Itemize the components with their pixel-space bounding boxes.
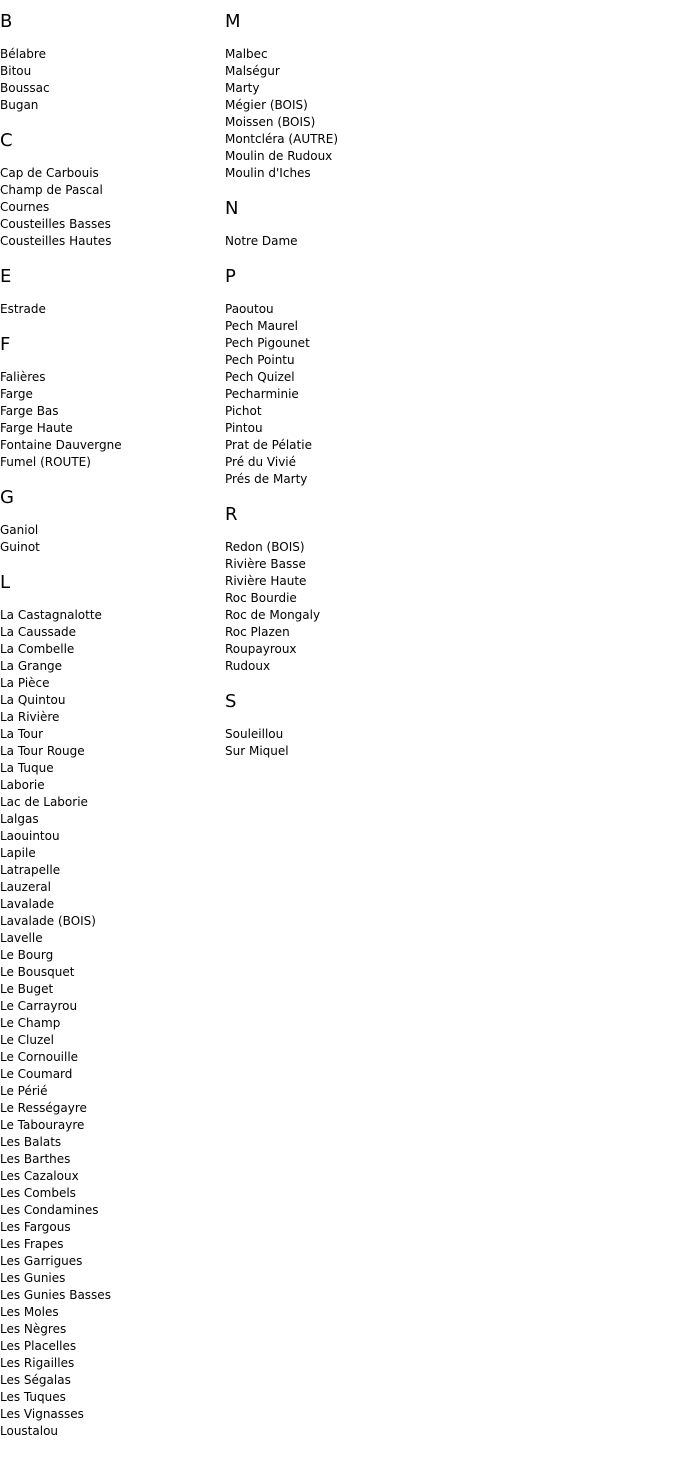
place-item-bugan[interactable]: Bugan	[0, 98, 39, 112]
place-item-roupayroux[interactable]: Roupayroux	[225, 642, 297, 656]
place-item-les-vignasses[interactable]: Les Vignasses	[0, 1407, 84, 1421]
place-item-riviere-haute[interactable]: Rivière Haute	[225, 574, 307, 588]
place-item-megier-bois[interactable]: Mégier (BOIS)	[225, 98, 308, 112]
place-item-souleillou[interactable]: Souleillou	[225, 727, 284, 741]
place-item-le-bousquet[interactable]: Le Bousquet	[0, 965, 75, 979]
letter-heading-p: P	[225, 266, 236, 287]
place-item-les-cazaloux[interactable]: Les Cazaloux	[0, 1169, 79, 1183]
place-item-falieres[interactable]: Falières	[0, 370, 46, 384]
place-item-les-moles[interactable]: Les Moles	[0, 1305, 59, 1319]
place-item-les-condamines[interactable]: Les Condamines	[0, 1203, 99, 1217]
place-item-roc-de-mongaly[interactable]: Roc de Mongaly	[225, 608, 321, 622]
section-e	[0, 266, 225, 318]
place-list-m	[225, 46, 450, 182]
place-list-n	[225, 233, 450, 250]
place-item-le-carrayrou[interactable]: Le Carrayrou	[0, 999, 78, 1013]
letter-heading-f: F	[0, 334, 11, 355]
place-item-montclera-autre[interactable]: Montcléra (AUTRE)	[225, 132, 339, 146]
place-item-pecharminie[interactable]: Pecharminie	[225, 387, 299, 401]
place-list-l	[0, 607, 225, 1440]
letter-heading-r: R	[225, 504, 238, 525]
place-item-cousteilles-hautes[interactable]: Cousteilles Hautes	[0, 234, 112, 248]
place-item-les-barthes[interactable]: Les Barthes	[0, 1152, 71, 1166]
place-item-les-negres[interactable]: Les Nègres	[0, 1322, 67, 1336]
section-m	[225, 11, 450, 182]
letter-heading-s: S	[225, 691, 237, 712]
section-f	[0, 334, 225, 471]
place-item-les-frapes[interactable]: Les Frapes	[0, 1237, 64, 1251]
letter-heading-b: B	[0, 11, 13, 32]
place-item-lavalade[interactable]: Lavalade	[0, 897, 55, 911]
place-item-latrapelle[interactable]: Latrapelle	[0, 863, 61, 877]
place-item-le-coumard[interactable]: Le Coumard	[0, 1067, 73, 1081]
place-item-pintou[interactable]: Pintou	[225, 421, 263, 435]
place-item-le-ressegayre[interactable]: Le Rességayre	[0, 1101, 87, 1115]
place-list-g	[0, 522, 225, 556]
place-item-malbec[interactable]: Malbec	[225, 47, 268, 61]
place-item-les-gunies[interactable]: Les Gunies	[0, 1271, 66, 1285]
place-item-redon-bois[interactable]: Redon (BOIS)	[225, 540, 305, 554]
place-item-pech-maurel[interactable]: Pech Maurel	[225, 319, 298, 333]
place-item-roc-bourdie[interactable]: Roc Bourdie	[225, 591, 297, 605]
place-item-le-cluzel[interactable]: Le Cluzel	[0, 1033, 55, 1047]
section-b	[0, 11, 225, 114]
letter-heading-l: L	[0, 572, 11, 593]
place-item-pech-quizel[interactable]: Pech Quizel	[225, 370, 295, 384]
letter-heading-e: E	[0, 266, 12, 287]
place-item-cap-de-carbouis[interactable]: Cap de Carbouis	[0, 166, 99, 180]
place-item-malsegur[interactable]: Malségur	[225, 64, 280, 78]
place-item-lavalade-bois[interactable]: Lavalade (BOIS)	[0, 914, 96, 928]
right-column	[225, 0, 450, 776]
place-item-riviere-basse[interactable]: Rivière Basse	[225, 557, 306, 571]
place-item-cousteilles-basses[interactable]: Cousteilles Basses	[0, 217, 111, 231]
place-item-la-tour[interactable]: La Tour	[0, 727, 44, 741]
section-n	[225, 198, 450, 250]
place-item-prat-de-pelatie[interactable]: Prat de Pélatie	[225, 438, 312, 452]
place-item-champ-de-pascal[interactable]: Champ de Pascal	[0, 183, 103, 197]
place-item-fumel-route[interactable]: Fumel (ROUTE)	[0, 455, 91, 469]
place-item-moulin-d-iches[interactable]: Moulin d'Iches	[225, 166, 311, 180]
place-item-pre-du-vivie[interactable]: Pré du Vivié	[225, 455, 297, 469]
place-item-la-caussade[interactable]: La Caussade	[0, 625, 77, 639]
place-item-laborie[interactable]: Laborie	[0, 778, 45, 792]
place-list-f	[0, 369, 225, 471]
place-item-farge[interactable]: Farge	[0, 387, 33, 401]
place-item-pichot[interactable]: Pichot	[225, 404, 262, 418]
section-c	[0, 130, 225, 250]
place-item-le-perie[interactable]: Le Périé	[0, 1084, 48, 1098]
place-list-s	[225, 726, 450, 760]
place-item-pres-de-marty[interactable]: Prés de Marty	[225, 472, 308, 486]
section-l	[0, 572, 225, 1440]
letter-heading-n: N	[225, 198, 239, 219]
place-item-moulin-de-rudoux[interactable]: Moulin de Rudoux	[225, 149, 333, 163]
place-item-les-balats[interactable]: Les Balats	[0, 1135, 62, 1149]
place-item-les-garrigues[interactable]: Les Garrigues	[0, 1254, 83, 1268]
place-item-le-bourg[interactable]: Le Bourg	[0, 948, 54, 962]
place-list-p	[225, 301, 450, 488]
place-item-les-placelles[interactable]: Les Placelles	[0, 1339, 77, 1353]
place-item-les-fargous[interactable]: Les Fargous	[0, 1220, 71, 1234]
place-item-les-rigailles[interactable]: Les Rigailles	[0, 1356, 75, 1370]
place-item-la-riviere[interactable]: La Rivière	[0, 710, 60, 724]
place-item-le-champ[interactable]: Le Champ	[0, 1016, 61, 1030]
place-item-le-tabourayre[interactable]: Le Tabourayre	[0, 1118, 85, 1132]
place-item-ganiol[interactable]: Ganiol	[0, 523, 39, 537]
place-item-la-piece[interactable]: La Pièce	[0, 676, 50, 690]
place-item-farge-bas[interactable]: Farge Bas	[0, 404, 59, 418]
place-item-farge-haute[interactable]: Farge Haute	[0, 421, 73, 435]
place-item-belabre[interactable]: Bélabre	[0, 47, 46, 61]
place-item-marty[interactable]: Marty	[225, 81, 260, 95]
place-item-les-tuques[interactable]: Les Tuques	[0, 1390, 66, 1404]
place-item-la-tuque[interactable]: La Tuque	[0, 761, 54, 775]
place-item-bitou[interactable]: Bitou	[0, 64, 32, 78]
place-item-rudoux[interactable]: Rudoux	[225, 659, 271, 673]
place-item-le-cornouille[interactable]: Le Cornouille	[0, 1050, 79, 1064]
place-item-pech-pointu[interactable]: Pech Pointu	[225, 353, 295, 367]
place-item-laouintou[interactable]: Laouintou	[0, 829, 60, 843]
place-item-lac-de-laborie[interactable]: Lac de Laborie	[0, 795, 88, 809]
place-item-fontaine-dauvergne[interactable]: Fontaine Dauvergne	[0, 438, 122, 452]
section-p	[225, 266, 450, 488]
place-item-sur-miquel[interactable]: Sur Miquel	[225, 744, 289, 758]
place-item-paoutou[interactable]: Paoutou	[225, 302, 274, 316]
place-item-la-grange[interactable]: La Grange	[0, 659, 63, 673]
place-item-pech-pigounet[interactable]: Pech Pigounet	[225, 336, 310, 350]
place-item-moissen-bois[interactable]: Moissen (BOIS)	[225, 115, 316, 129]
place-item-lapile[interactable]: Lapile	[0, 846, 36, 860]
section-r	[225, 504, 450, 675]
place-item-roc-plazen[interactable]: Roc Plazen	[225, 625, 290, 639]
place-list-b	[0, 46, 225, 114]
place-item-boussac[interactable]: Boussac	[0, 81, 50, 95]
place-item-les-gunies-basses[interactable]: Les Gunies Basses	[0, 1288, 111, 1302]
place-item-loustalou[interactable]: Loustalou	[0, 1424, 59, 1438]
left-column	[0, 0, 225, 1456]
place-item-guinot[interactable]: Guinot	[0, 540, 40, 554]
place-item-lalgas[interactable]: Lalgas	[0, 812, 39, 826]
place-item-la-tour-rouge[interactable]: La Tour Rouge	[0, 744, 85, 758]
place-item-les-segalas[interactable]: Les Ségalas	[0, 1373, 71, 1387]
place-item-estrade[interactable]: Estrade	[0, 302, 46, 316]
place-item-notre-dame[interactable]: Notre Dame	[225, 234, 298, 248]
letter-heading-g: G	[0, 487, 14, 508]
place-item-la-castagnalotte[interactable]: La Castagnalotte	[0, 608, 102, 622]
place-item-la-combelle[interactable]: La Combelle	[0, 642, 75, 656]
place-item-lauzeral[interactable]: Lauzeral	[0, 880, 51, 894]
place-list-r	[225, 539, 450, 675]
section-s	[225, 691, 450, 760]
place-item-cournes[interactable]: Cournes	[0, 200, 50, 214]
place-list-c	[0, 165, 225, 250]
place-item-lavelle[interactable]: Lavelle	[0, 931, 43, 945]
place-item-les-combels[interactable]: Les Combels	[0, 1186, 76, 1200]
letter-heading-m: M	[225, 11, 241, 32]
place-list-e	[0, 301, 225, 318]
letter-heading-c: C	[0, 130, 13, 151]
place-item-le-buget[interactable]: Le Buget	[0, 982, 54, 996]
section-g	[0, 487, 225, 556]
place-item-la-quintou[interactable]: La Quintou	[0, 693, 66, 707]
